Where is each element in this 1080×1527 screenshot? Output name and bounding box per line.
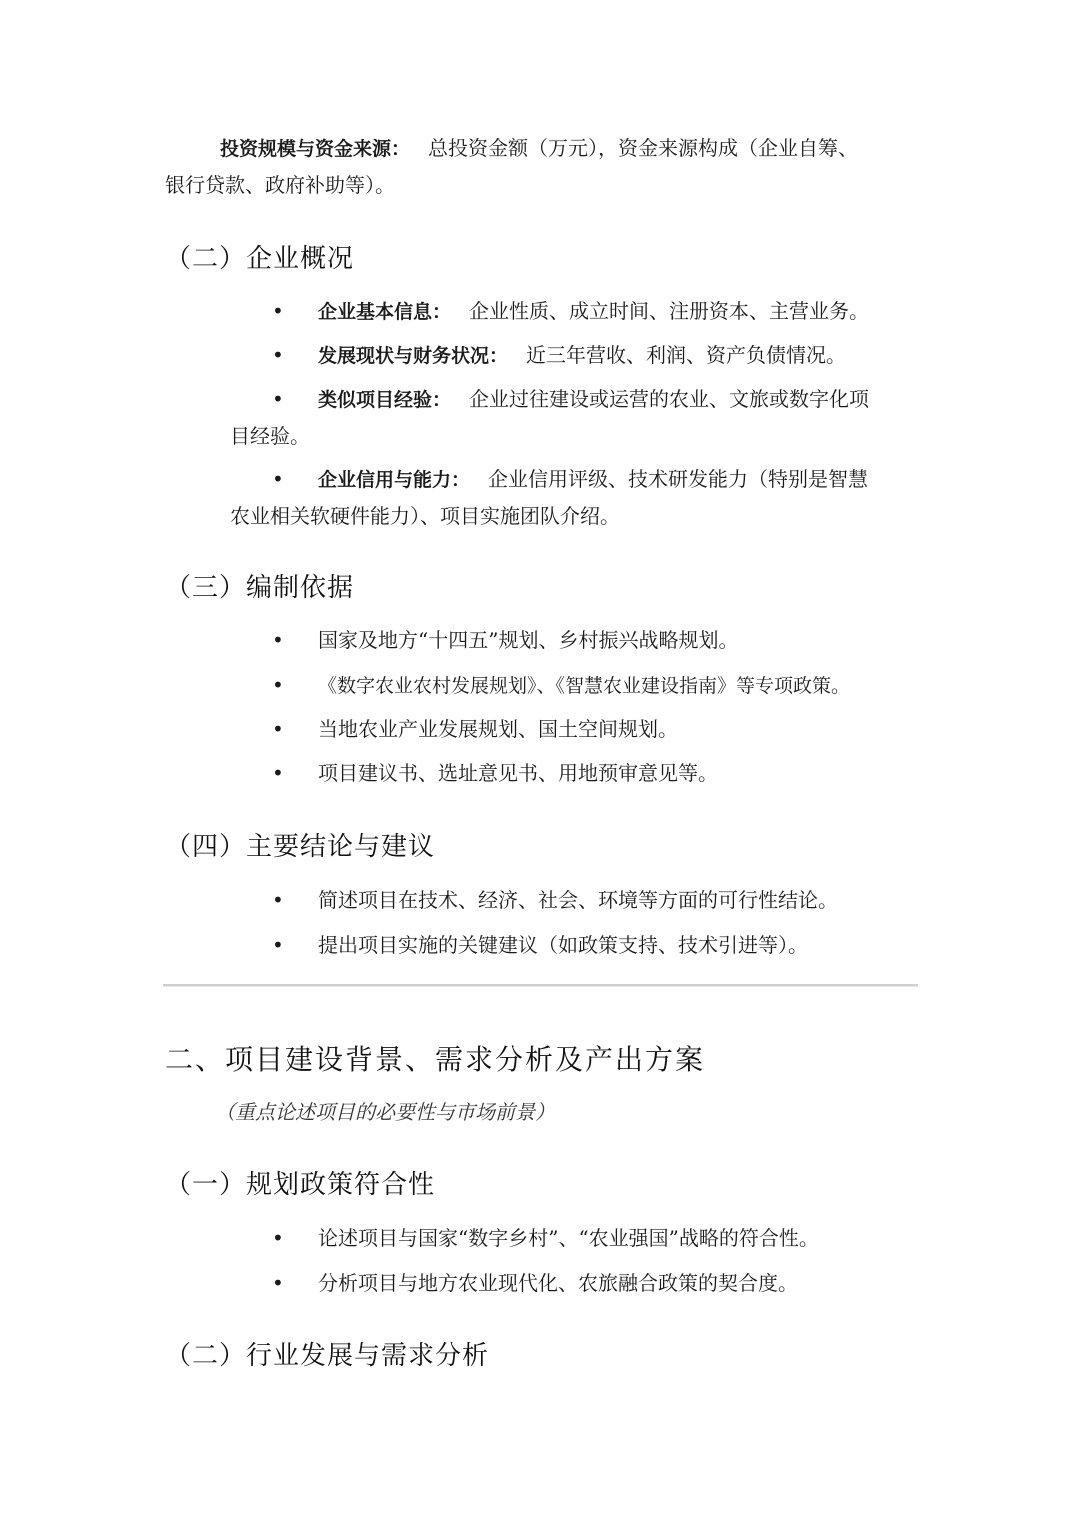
item-text: 项目建议书、选址意见书、用地预审意见等。: [318, 761, 718, 785]
bullet-icon: •: [272, 343, 284, 367]
item-text: 简述项目在技术、经济、社会、环境等方面的可行性结论。: [318, 888, 838, 912]
item-label: 企业基本信息：: [318, 301, 452, 323]
list-item: [230, 622, 920, 658]
item-text: 国家及地方“十四五”规划、乡村振兴战略规划。: [318, 628, 739, 652]
section-divider: [163, 984, 918, 987]
list-item: [230, 755, 920, 791]
item-text: 《数字农业农村发展规划》、《智慧农业建设指南》等专项政策。: [318, 675, 851, 697]
bullet-icon: •: [272, 1226, 284, 1250]
item-text: 当地农业产业发展规划、国土空间规划。: [318, 717, 678, 741]
bullet-icon: •: [272, 761, 284, 785]
item-text: 企业信用评级、技术研发能力（特别是智慧: [488, 467, 869, 491]
heading-compilation-basis: （三）编制依据: [165, 573, 355, 603]
list-item: [230, 1265, 920, 1301]
bullet-icon: •: [272, 888, 284, 912]
list-item: [230, 927, 920, 963]
list-item: [230, 293, 920, 330]
list-item: [230, 1220, 920, 1256]
list-item: [230, 461, 920, 534]
list-item: [230, 667, 950, 704]
list-item: [230, 381, 920, 454]
intro-label: 投资规模与资金来源：: [220, 138, 411, 160]
bullet-icon: •: [272, 1271, 284, 1295]
chapter-2-title: 二、项目建设背景、需求分析及产出方案: [165, 1043, 706, 1076]
item-label: 企业信用与能力：: [318, 469, 471, 491]
heading-industry-demand: （二）行业发展与需求分析: [165, 1341, 490, 1371]
bullet-icon: •: [272, 387, 284, 411]
list-item: [230, 337, 920, 374]
heading-main-conclusions: （四）主要结论与建议: [165, 832, 436, 862]
heading-enterprise-overview: （二）企业概况: [165, 244, 355, 274]
bullet-icon: •: [272, 673, 284, 697]
item-text: 论述项目与国家“数字乡村”、“农业强国”战略的符合性。: [318, 1226, 819, 1250]
intro-line-1: [165, 130, 925, 167]
bullet-icon: •: [272, 467, 284, 491]
item-label: 类似项目经验：: [318, 389, 452, 411]
bullet-icon: •: [272, 628, 284, 652]
item-text: 近三年营收、利润、资产负债情况。: [526, 343, 847, 367]
item-text: 企业过往建设或运营的农业、文旅或数字化项: [469, 387, 870, 411]
item-text: 提出项目实施的关键建议（如政策支持、技术引进等）。: [318, 933, 808, 957]
item-text-continued: 目经验。: [230, 424, 310, 448]
item-text: 分析项目与地方农业现代化、农旅融合政策的契合度。: [318, 1271, 798, 1295]
intro-line-2: 银行贷款、政府补助等）。: [165, 173, 395, 197]
chapter-2-note: （重点论述项目的必要性与市场前景）: [215, 1100, 555, 1124]
list-item: [230, 882, 920, 918]
bullet-icon: •: [272, 299, 284, 323]
heading-policy-compliance: （一）规划政策符合性: [165, 1170, 436, 1200]
item-label: 发展现状与财务状况：: [318, 345, 509, 367]
intro-text-1: 总投资金额（万元），资金来源构成（企业自筹、: [428, 136, 859, 160]
bullet-icon: •: [272, 717, 284, 741]
intro-paragraph: [165, 130, 925, 203]
item-text: 企业性质、成立时间、注册资本、主营业务。: [469, 299, 870, 323]
bullet-icon: •: [272, 933, 284, 957]
item-text-continued: 农业相关软硬件能力）、项目实施团队介绍。: [230, 504, 620, 528]
list-item: [230, 711, 920, 747]
